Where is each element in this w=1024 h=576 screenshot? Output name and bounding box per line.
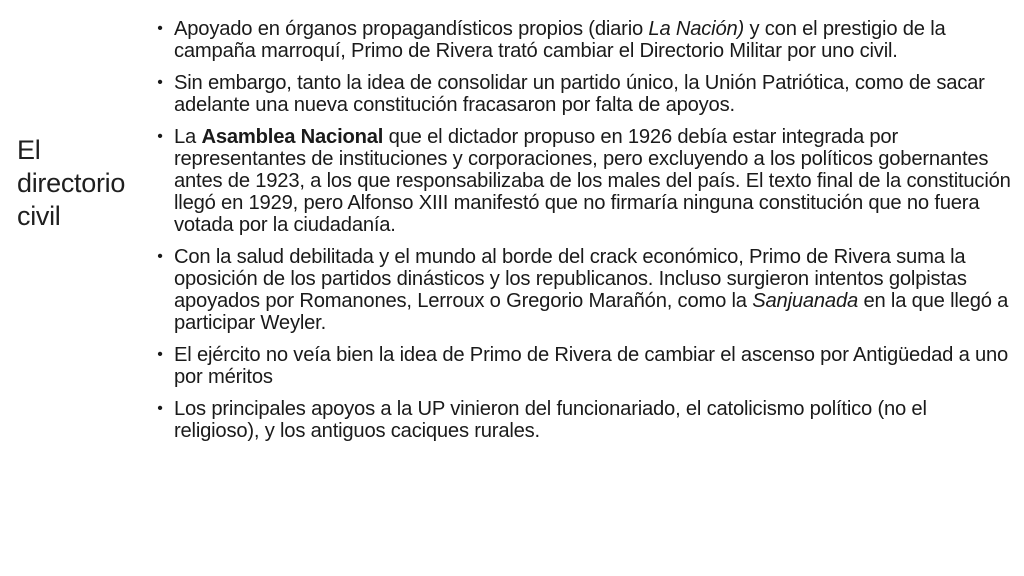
slide-title [17,134,157,233]
bullet-text-run: que el dictador propuso en 1926 debía estar integrada por representantes de instituciones y corporaciones, pero excluyendo a los políticos gobernantes antes de 1923, a los que responsabilizaba de los males del país. El texto final de la constitución llegó en 1929, pero Alfonso XIII manifestó que no firmaría ninguna constitución que no fuera votada por la ciudadanía. [174,126,1011,236]
bullet-item [153,398,1015,442]
bullet-text [174,126,1011,236]
bullet-text-italic: Sanjuanada [752,290,859,312]
bullet-text-run: en la que llegó a participar Weyler. [174,290,1009,334]
bullet-text [174,246,1008,334]
bullet-item [153,246,1015,334]
bullet-dot-icon: • [157,74,163,91]
bullet-item [153,72,1015,116]
slide-title-line: directorio [17,168,126,198]
bullet-item [153,126,1015,236]
bullet-text [174,72,985,116]
bullet-text-run: Sin embargo, tanto la idea de consolidar un partido único, la Unión Patriótica, como de sacar adelante una nueva constitución fracasaron por falta de apoyos. [174,72,985,116]
bullet-item [153,344,1015,388]
bullet-text [174,398,927,442]
bullet-text-run: Apoyado en órganos propagandísticos propios (diario [174,18,649,40]
bullet-text-italic: La Nación) [648,18,745,40]
bullet-text-run: Con la salud debilitada y el mundo al borde del crack económico, Primo de Rivera suma la oposición de los partidos dinásticos y los republicanos. Incluso surgieron intentos golpistas apoyados por Romanones, Lerroux o Gregorio Marañón, como la [174,246,967,312]
bullet-text-bold: Asamblea Nacional [201,126,384,148]
bullet-dot-icon: • [157,20,163,37]
bullet-dot-icon: • [157,400,163,417]
bullet-text-run: La [174,126,202,148]
slide-title-line: civil [17,201,61,231]
bullet-dot-icon: • [157,128,163,145]
bullet-text-run: y con el prestigio de la campaña marroquí, Primo de Rivera trató cambiar el Directorio Militar por uno civil. [174,18,946,62]
bullet-text [174,344,1008,388]
bullet-dot-icon: • [157,248,163,265]
bullet-list [153,18,1015,452]
slide-title-line: El [17,135,41,165]
bullet-dot-icon: • [157,346,163,363]
bullet-item [153,18,1015,62]
bullet-text [174,18,946,62]
bullet-text-run: El ejército no veía bien la idea de Primo de Rivera de cambiar el ascenso por Antigüedad a uno por méritos [174,344,1009,388]
bullet-text-run: Los principales apoyos a la UP vinieron del funcionariado, el catolicismo político (no el religioso), y los antiguos caciques rurales. [174,398,927,442]
